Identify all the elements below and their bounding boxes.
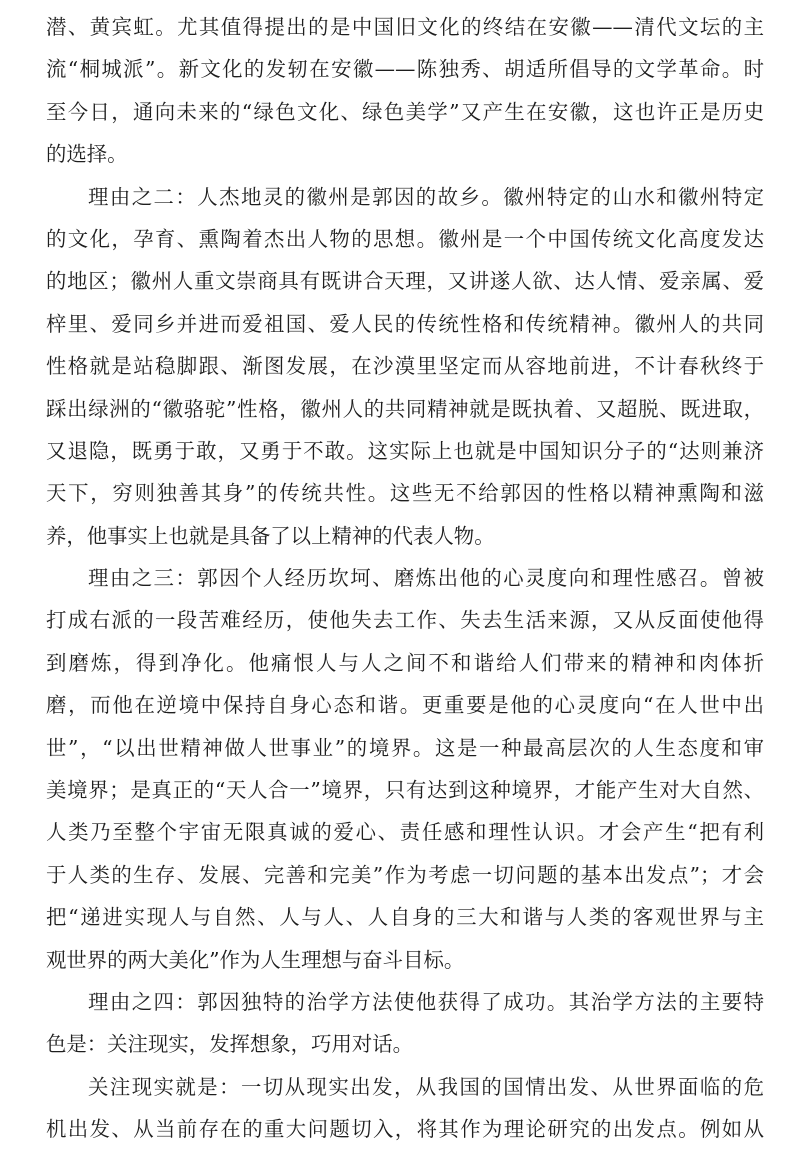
text-line: 理由之二：人杰地灵的徽州是郭因的故乡。徽州特定的山水和徽州特定 [88,184,764,209]
text-line: 关注现实就是：一切从现实出发，从我国的国情出发、从世界面临的危 [88,1074,764,1099]
text-line: 养，他事实上也就是具备了以上精神的代表人物。 [46,523,495,548]
text-line: 又退隐，既勇于敢，又勇于不敢。这实际上也就是中国知识分子的“达则兼济 [46,438,764,463]
text-line: 的地区；徽州人重文崇商具有既讲合天理，又讲遂人欲、达人情、爱亲属、爱 [46,269,764,294]
text-line: 打成右派的一段苦难经历，使他失去工作、失去生活来源，又从反面使他得 [46,608,764,633]
text-line: 世”，“以出世精神做人世事业”的境界。这是一种最高层次的人生态度和审 [46,735,764,760]
text-line: 踩出绿洲的“徽骆驼”性格，徽州人的共同精神就是既执着、又超脱、既进取， [46,396,764,421]
text-line: 美境界；是真正的“天人合一”境界，只有达到这种境界，才能产生对大自然、 [46,778,764,803]
text-line: 人类乃至整个宇宙无限真诚的爱心、责任感和理性认识。才会产生“把有利 [46,820,764,845]
text-line: 潜、黄宾虹。尤其值得提出的是中国旧文化的终结在安徽——清代文坛的主 [46,15,764,39]
text-line: 流“桐城派”。新文化的发轫在安徽——陈独秀、胡适所倡导的文学革命。时 [46,57,764,82]
text-line: 理由之四：郭因独特的治学方法使他获得了成功。其治学方法的主要特 [88,989,764,1014]
text-line: 的选择。 [46,142,128,167]
text-line: 天下，穷则独善其身”的传统共性。这些无不给郭因的性格以精神熏陶和滋 [46,481,764,506]
text-line: 到磨炼，得到净化。他痛恨人与人之间不和谐给人们带来的精神和肉体折 [46,650,764,675]
text-line: 于人类的生存、发展、完善和完美”作为考虑一切问题的基本出发点”；才会 [46,862,764,887]
text-line: 至今日，通向未来的“绿色文化、绿色美学”又产生在安徽，这也许正是历史 [46,99,764,124]
text-line: 磨，而他在逆境中保持自身心态和谐。更重要是他的心灵度向“在人世中出 [46,693,764,718]
text-line: 梓里、爱同乡并进而爱祖国、爱人民的传统性格和传统精神。徽州人的共同 [46,311,764,336]
text-line: 色是：关注现实，发挥想象，巧用对话。 [46,1032,414,1057]
text-line: 的文化，孕育、熏陶着杰出人物的思想。徽州是一个中国传统文化高度发达 [46,226,764,251]
text-line: 理由之三：郭因个人经历坎坷、磨炼出他的心灵度向和理性感召。曾被 [88,566,764,591]
text-line: 观世界的两大美化”作为人生理想与奋斗目标。 [46,947,465,972]
text-line: 机出发、从当前存在的重大问题切入，将其作为理论研究的出发点。例如从 [46,1117,764,1142]
text-line: 性格就是站稳脚跟、渐图发展，在沙漠里坚定而从容地前进，不计春秋终于 [46,354,764,379]
text-line: 把“递进实现人与自然、人与人、人自身的三大和谐与人类的客观世界与主 [46,905,764,930]
